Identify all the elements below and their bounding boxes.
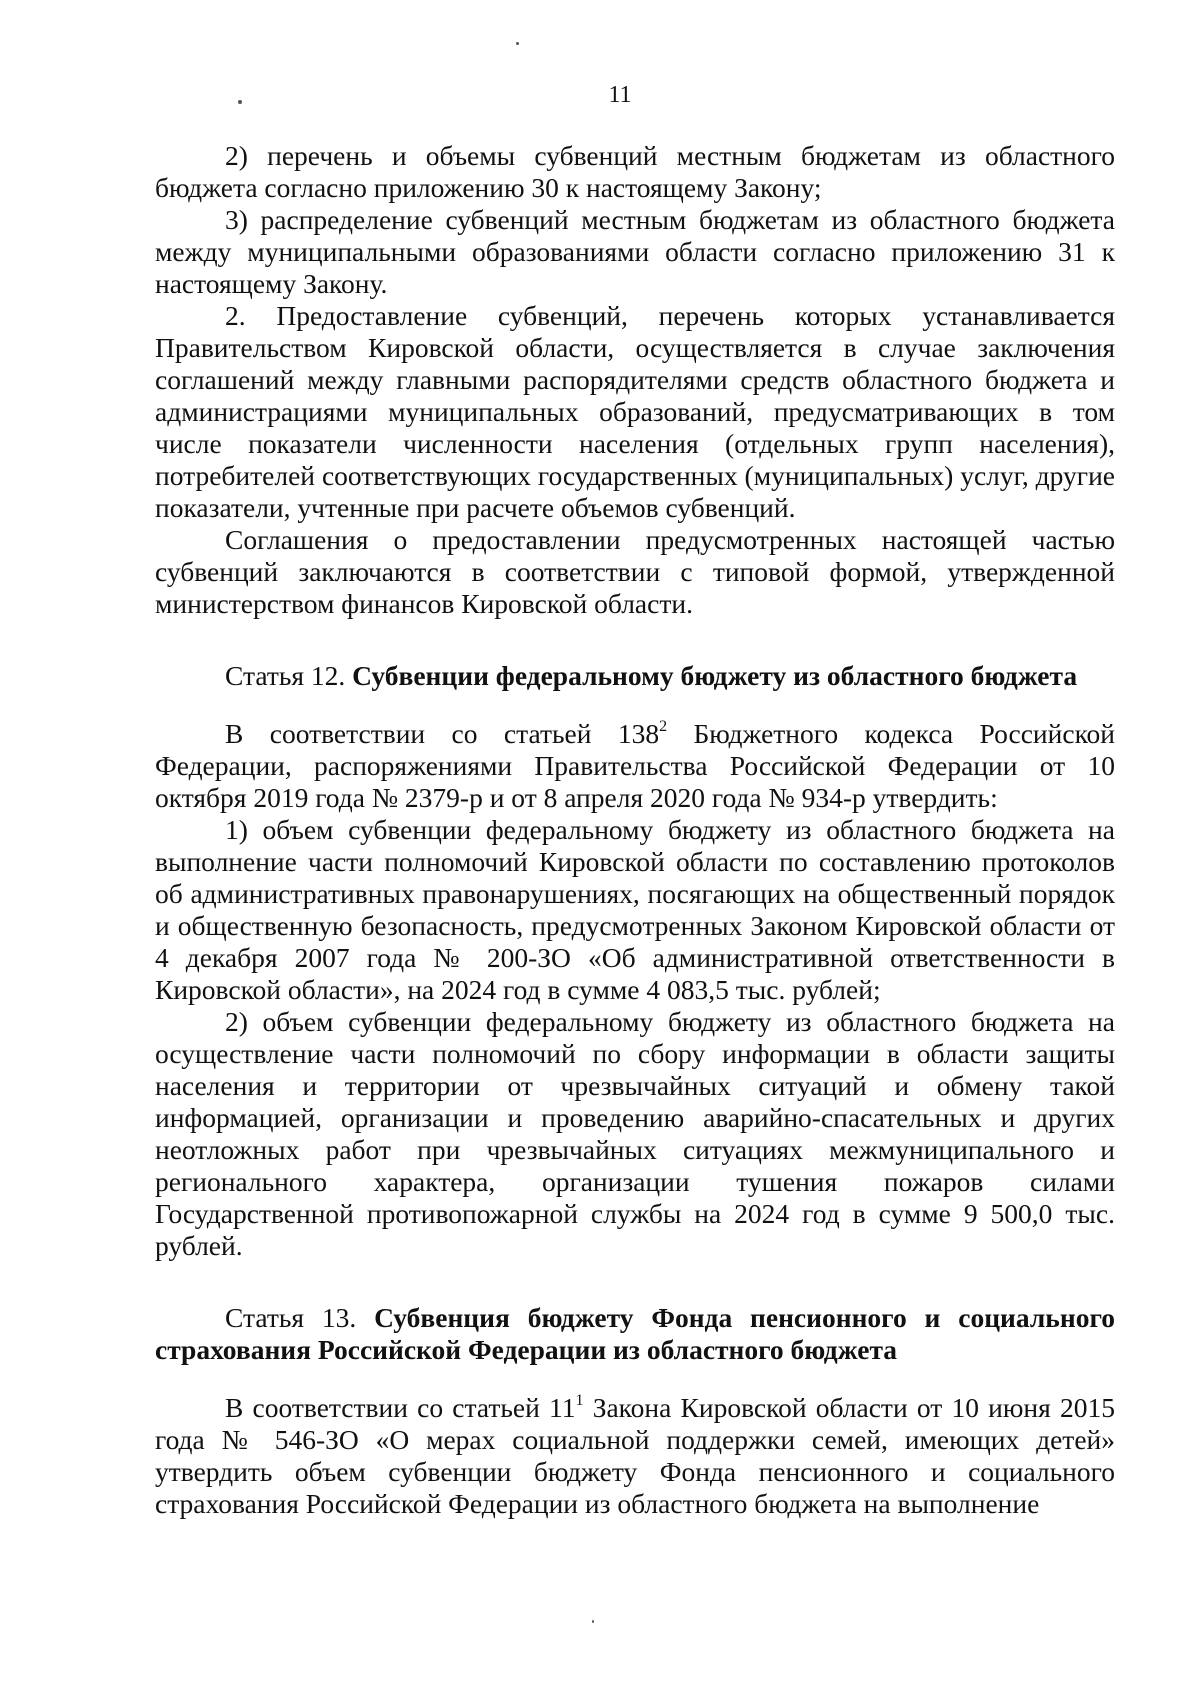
article-13-intro-superscript: 1 bbox=[575, 1391, 584, 1409]
article-13-title: Субвенция бюджету Фонда пенсионного и социального страхования Российской Федерации из областного бюджета bbox=[155, 1302, 1115, 1365]
article-12-intro-text-rest: Бюджетного кодекса Российской Федерации, распоряжениями Правительства Российской Федерации от 10 октября 2019 года № 2379-р и от 8 апреля 2020 года № 934-р утвердить: bbox=[155, 718, 1115, 813]
scan-speck bbox=[592, 1620, 594, 1623]
article-12-intro-text: В соответствии со статьей 138 bbox=[225, 718, 660, 749]
article-12-prefix: Статья 12. bbox=[225, 660, 346, 691]
paragraph-part-2: 2. Предоставление субвенций, перечень которых устанавливается Правительством Кировской области, осуществляется в случае заключения соглашений между главными распорядителями средств областного бюджета и администрациями муниципальных образований, предусматривающих в том числе показатели численности населения (отдельных групп населения), потребителей соответствующих государственных (муниципальных) услуг, другие показатели, учтенные при расчете объемов субвенций. bbox=[155, 300, 1115, 523]
article-12-intro bbox=[155, 718, 1115, 814]
article-13-prefix: Статья 13. bbox=[225, 1302, 357, 1333]
article-12-item-2: 2) объем субвенции федеральному бюджету из областного бюджета на осуществление части полномочий по сбору информации в области защиты населения и территории от чрезвычайных ситуаций и обмену такой информацией, организации и проведению аварийно-спасательных и других неотложных работ при чрезвычайных ситуациях межмуниципального и регионального характера, организации тушения пожаров силами Государственной противопожарной службы на 2024 год в сумме 9 500,0 тыс. рублей. bbox=[155, 1006, 1115, 1261]
article-13-heading bbox=[155, 1302, 1115, 1366]
article-12-intro-superscript: 2 bbox=[659, 717, 668, 735]
article-12-item-1: 1) объем субвенции федеральному бюджету из областного бюджета на выполнение части полномочий Кировской области по составлению протоколов об административных правонарушениях, посягающих на общественный порядок и общественную безопасность, предусмотренных Законом Кировской области от 4 декабря 2007 года № 200-ЗО «Об административной ответственности в Кировской области», на 2024 год в сумме 4 083,5 тыс. рублей; bbox=[155, 814, 1115, 1005]
paragraph-list-item-3: 3) распределение субвенций местным бюджетам из областного бюджета между муниципальными образованиями области согласно приложению 31 к настоящему Закону. bbox=[155, 204, 1115, 299]
article-13-intro bbox=[155, 1392, 1115, 1520]
scan-speck bbox=[516, 42, 519, 45]
article-12-heading bbox=[155, 660, 1115, 692]
page-number: 11 bbox=[608, 82, 632, 108]
paragraph-list-item-2: 2) перечень и объемы субвенций местным бюджетам из областного бюджета согласно приложению 30 к настоящему Закону; bbox=[155, 140, 1115, 203]
article-12-title: Субвенции федеральному бюджету из областного бюджета bbox=[352, 660, 1078, 691]
article-13-intro-text: В соответствии со статьей 11 bbox=[225, 1392, 576, 1423]
article-13-intro-text-rest: Закона Кировской области от 10 июня 2015 года № 546-ЗО «О мерах социальной поддержки семей, имеющих детей» утвердить объем субвенции бюджету Фонда пенсионного и социального страхования Российской Федерации из областного бюджета на выполнение bbox=[155, 1392, 1115, 1519]
paragraph-agreements: Соглашения о предоставлении предусмотренных настоящей частью субвенций заключаются в соответствии с типовой формой, утвержденной министерством финансов Кировской области. bbox=[155, 524, 1115, 619]
document-body bbox=[155, 140, 1115, 1520]
